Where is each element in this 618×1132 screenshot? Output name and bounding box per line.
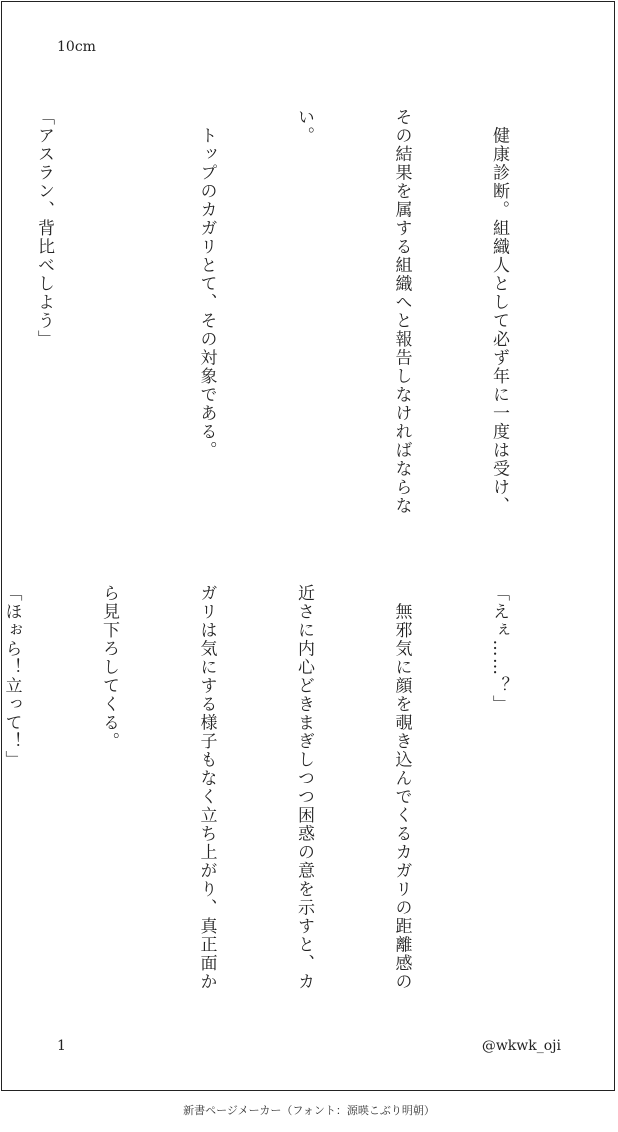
book-page xyxy=(1,1,615,1091)
text-line: ガリは気にする様子もなく立ち上がり、真正面か xyxy=(196,584,217,991)
text-line: い。 xyxy=(294,108,314,145)
text-line: その結果を属する組織へと報告しなければならな xyxy=(391,108,412,515)
text-line: ら見下ろしてくる。 xyxy=(99,584,119,751)
text-line: 近さに内心どきまぎしつつ困惑の意を示すと、カ xyxy=(294,584,314,991)
text-line: 「えぇ……？」 xyxy=(489,584,509,714)
story-title: 10cm xyxy=(57,39,96,55)
text-line: 「ほぉら！立って！」 xyxy=(1,584,22,769)
page-number: 1 xyxy=(57,1038,66,1054)
text-block-top xyxy=(0,108,580,528)
text-block-bottom xyxy=(0,584,580,1014)
text-line: 無邪気に顔を覗き込んでくるカガリの距離感の xyxy=(391,584,412,991)
text-line: 「アスラン、背比べしよう」 xyxy=(34,108,54,349)
author-handle: @wkwk_oji xyxy=(481,1038,561,1054)
text-line: トップのカガリとて、その対象である。 xyxy=(196,108,217,460)
generator-credit: 新書ページメーカー（フォント：源暎こぶり明朝） xyxy=(183,1104,435,1117)
text-line: 健康診断。組織人として必ず年に一度は受け、 xyxy=(489,108,509,515)
